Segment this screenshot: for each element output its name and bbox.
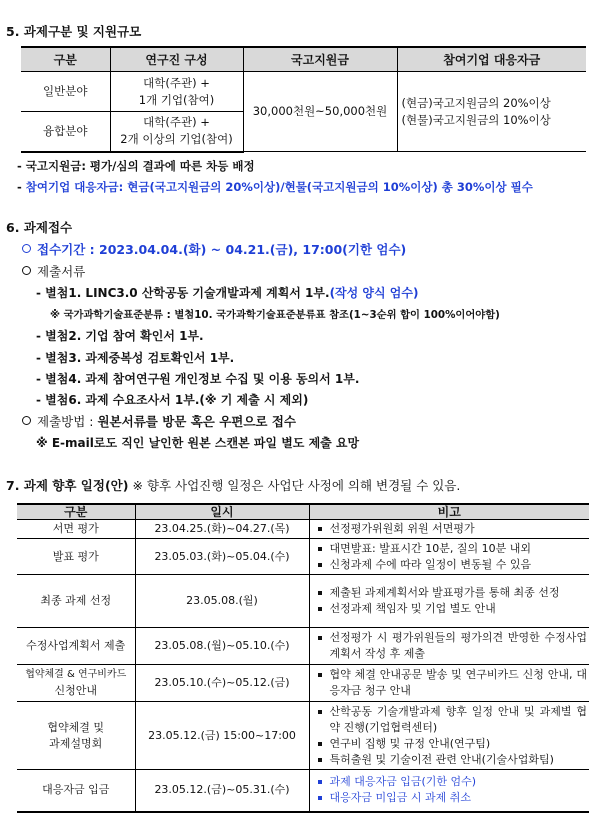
row-notes [309,575,589,628]
matching-line: (현금)국고지원금의 20%이상 [401,95,551,110]
row-category [17,702,135,770]
note-bullet: 대면발표: 발표시간 10분, 질의 10분 내외 [316,541,588,557]
note-dash: - [17,180,26,194]
table-row [21,72,586,112]
row-date: 23.05.08.(월) [135,575,309,628]
note-bullet: 과제 대응자금 입금(기한 엄수) [316,774,588,790]
doc-item-2: - 별첨2. 기업 참여 확인서 1부. [36,329,204,343]
category-line: 협약체결 & 연구비카드 [25,669,127,680]
docs-heading [22,262,85,280]
row-category: 수정사업계획서 제출 [17,628,135,665]
row-date: 23.05.10.(수)~05.12.(금) [135,665,309,702]
row-notes [309,539,589,575]
row-notes [309,665,589,702]
category-line: 신청안내 [54,684,97,697]
note-text: 참여기업 대응자금: 현금(국고지원금의 20%이상)/현물(국고지원금의 10%이상) 총 30%이상 필수 [25,180,533,194]
submission-period [22,240,406,258]
row-category: 일반분야 [21,72,110,112]
circle-bullet-icon [22,244,31,253]
method-text: 원본서류를 방문 혹은 우편으로 접수 [97,414,297,429]
row-category [17,665,135,702]
table-row [17,575,589,628]
note-bullet: 선정평가위원회 위원 서면평가 [316,521,588,537]
matching-line: (현물)국고지원금의 10%이상 [401,112,551,127]
team-line: 대학(주관) + [143,75,210,90]
table-header-row [21,47,586,72]
header-date: 일시 [135,504,309,520]
row-notes [309,520,589,539]
header-matching: 참여기업 대응자금 [397,47,586,72]
table-row [17,520,589,539]
note-bullet: 협약 체결 안내공문 발송 및 연구비카드 신청 안내, 대응자금 청구 안내 [316,667,588,699]
note-bullet: 제출된 과제계획서와 발표평가를 통해 최종 선정 [316,585,588,601]
section-7-heading [6,476,460,494]
doc-item-1 [36,284,418,301]
header-team: 연구진 구성 [110,47,243,72]
table-row [17,665,589,702]
submission-method [22,412,296,430]
note-bullet: 특허출원 및 기술이전 관련 안내(기술사업화팀) [316,752,588,768]
doc-item-1-sub: ※ 국가과학기술표준분류 : 별첨10. 국가과학기술표준분류표 참조(1~3순위 합이 100%이어야함) [50,309,500,321]
table-row [17,702,589,770]
category-line: 과제설명회 [49,736,103,750]
note-bullet: 연구비 집행 및 규정 안내(연구팀) [316,736,588,752]
note-bullet: 대응자금 미입금 시 과제 취소 [316,790,588,806]
section-6-title: 6. 과제접수 [6,220,73,235]
row-date: 23.05.08.(월)~05.10.(수) [135,628,309,665]
row-notes [309,628,589,665]
row-team [110,112,243,152]
row-category: 융합분야 [21,112,110,152]
row-category: 서면 평가 [17,520,135,539]
matching-note [17,179,533,195]
doc-item-5: - 별첨6. 과제 수요조사서 1부.(※ 기 제출 시 제외) [36,393,309,407]
category-line: 협약체결 및 [47,720,105,734]
schedule-table [17,503,589,813]
row-date: 23.05.12.(금)~05.31.(수) [135,770,309,812]
period-text: 접수기간 : 2023.04.04.(화) ~ 04.21.(금), 17:00(기한 엄수) [37,242,407,257]
email-note: ※ E-mail로도 직인 날인한 원본 스캔본 파일 별도 제출 요망 [36,436,360,450]
header-category: 구분 [17,504,135,520]
note-bullet: 산학공동 기술개발과제 향후 일정 안내 및 과제별 협약 진행(기업협력센터) [316,704,588,736]
table-row [17,539,589,575]
docs-title: 제출서류 [37,264,86,279]
row-category: 대응자금 입금 [17,770,135,812]
team-line: 1개 기업(참여) [138,92,215,107]
team-line: 대학(주관) + [143,115,210,130]
doc-note: (작성 양식 엄수) [329,286,419,300]
doc-item-3: - 별첨3. 과제중복성 검토확인서 1부. [36,351,235,365]
section-5-title: 5. 과제구분 및 지원규모 [6,24,142,39]
doc-text: - 별첨1. LINC3.0 산학공동 기술개발과제 계획서 1부. [36,286,330,300]
row-date: 23.04.25.(화)~04.27.(목) [135,520,309,539]
row-category: 최종 과제 선정 [17,575,135,628]
header-notes: 비고 [309,504,589,520]
method-label: 제출방법 : [37,414,98,429]
table-row [17,628,589,665]
table-header-row [17,504,589,520]
circle-bullet-icon [22,416,31,425]
note-bullet: 선정과제 책임자 및 기업 별도 안내 [316,601,588,617]
section-7-subtitle: ※ 향후 사업진행 일정은 사업단 사정에 의해 변경될 수 있음. [132,478,461,493]
matching-cell [397,72,586,152]
doc-item-4: - 별첨4. 과제 참여연구원 개인정보 수집 및 이용 동의서 1부. [36,372,360,386]
header-grant: 국고지원금 [243,47,397,72]
note-bullet: 신청과제 수에 따라 일정이 변동될 수 있음 [316,557,588,573]
header-category: 구분 [21,47,110,72]
team-line: 2개 이상의 기업(참여) [120,132,233,147]
row-team [110,72,243,112]
row-date: 23.05.12.(금) 15:00~17:00 [135,702,309,770]
grant-cell: 30,000천원~50,000천원 [243,72,397,152]
support-scale-table [21,46,586,153]
grant-note: - 국고지원금: 평가/심의 결과에 따른 차등 배정 [17,159,255,173]
row-date: 23.05.03.(화)~05.04.(수) [135,539,309,575]
section-7-title: 7. 과제 향후 일정(안) [6,478,129,493]
row-notes [309,702,589,770]
row-category: 발표 평가 [17,539,135,575]
note-bullet: 선정평가 시 평가위원들의 평가의견 반영한 수정사업계획서 작성 후 제출 [316,630,588,662]
circle-bullet-icon [22,266,31,275]
